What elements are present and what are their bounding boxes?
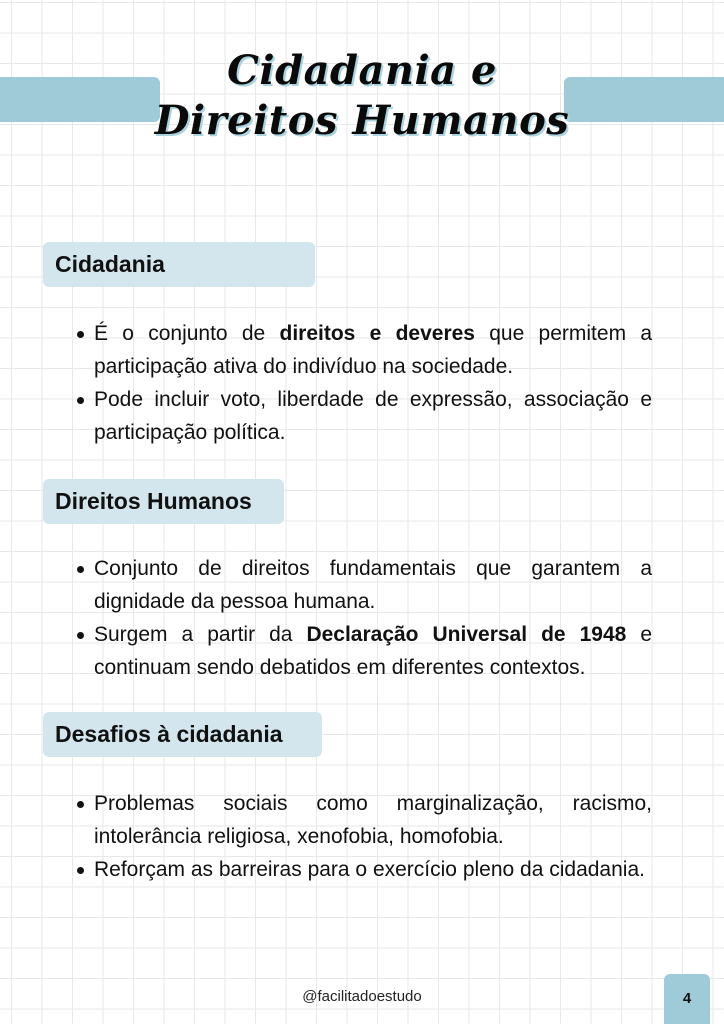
list-item: Problemas sociais como marginalização, racismo, intolerância religiosa, xenofobia, homofobia. <box>76 787 652 853</box>
section-list-desafios <box>76 787 652 886</box>
page-title-line-2: Direitos Humanos <box>154 97 570 144</box>
footer-handle: @facilitadoestudo <box>302 988 422 1005</box>
section-heading-direitos-humanos: Direitos Humanos <box>43 479 284 524</box>
page-number: 4 <box>664 974 710 1024</box>
list-item: Conjunto de direitos fundamentais que garantem a dignidade da pessoa humana. <box>76 552 652 618</box>
section-list-direitos-humanos <box>76 552 652 684</box>
page-title-line-1: Cidadania e <box>227 47 497 94</box>
page-title <box>150 46 574 146</box>
list-item: É o conjunto de direitos e deveres que permitem a participação ativa do indivíduo na sociedade. <box>76 317 652 383</box>
list-item: Surgem a partir da Declaração Universal de 1948 e continuam sendo debatidos em diferentes contextos. <box>76 618 652 684</box>
section-heading-cidadania: Cidadania <box>43 242 315 287</box>
list-item: Reforçam as barreiras para o exercício pleno da cidadania. <box>76 853 652 886</box>
section-heading-desafios: Desafios à cidadania <box>43 712 322 757</box>
title-band-right <box>564 77 724 122</box>
list-item: Pode incluir voto, liberdade de expressão, associação e participação política. <box>76 383 652 449</box>
section-list-cidadania <box>76 317 652 449</box>
title-band-left <box>0 77 160 122</box>
